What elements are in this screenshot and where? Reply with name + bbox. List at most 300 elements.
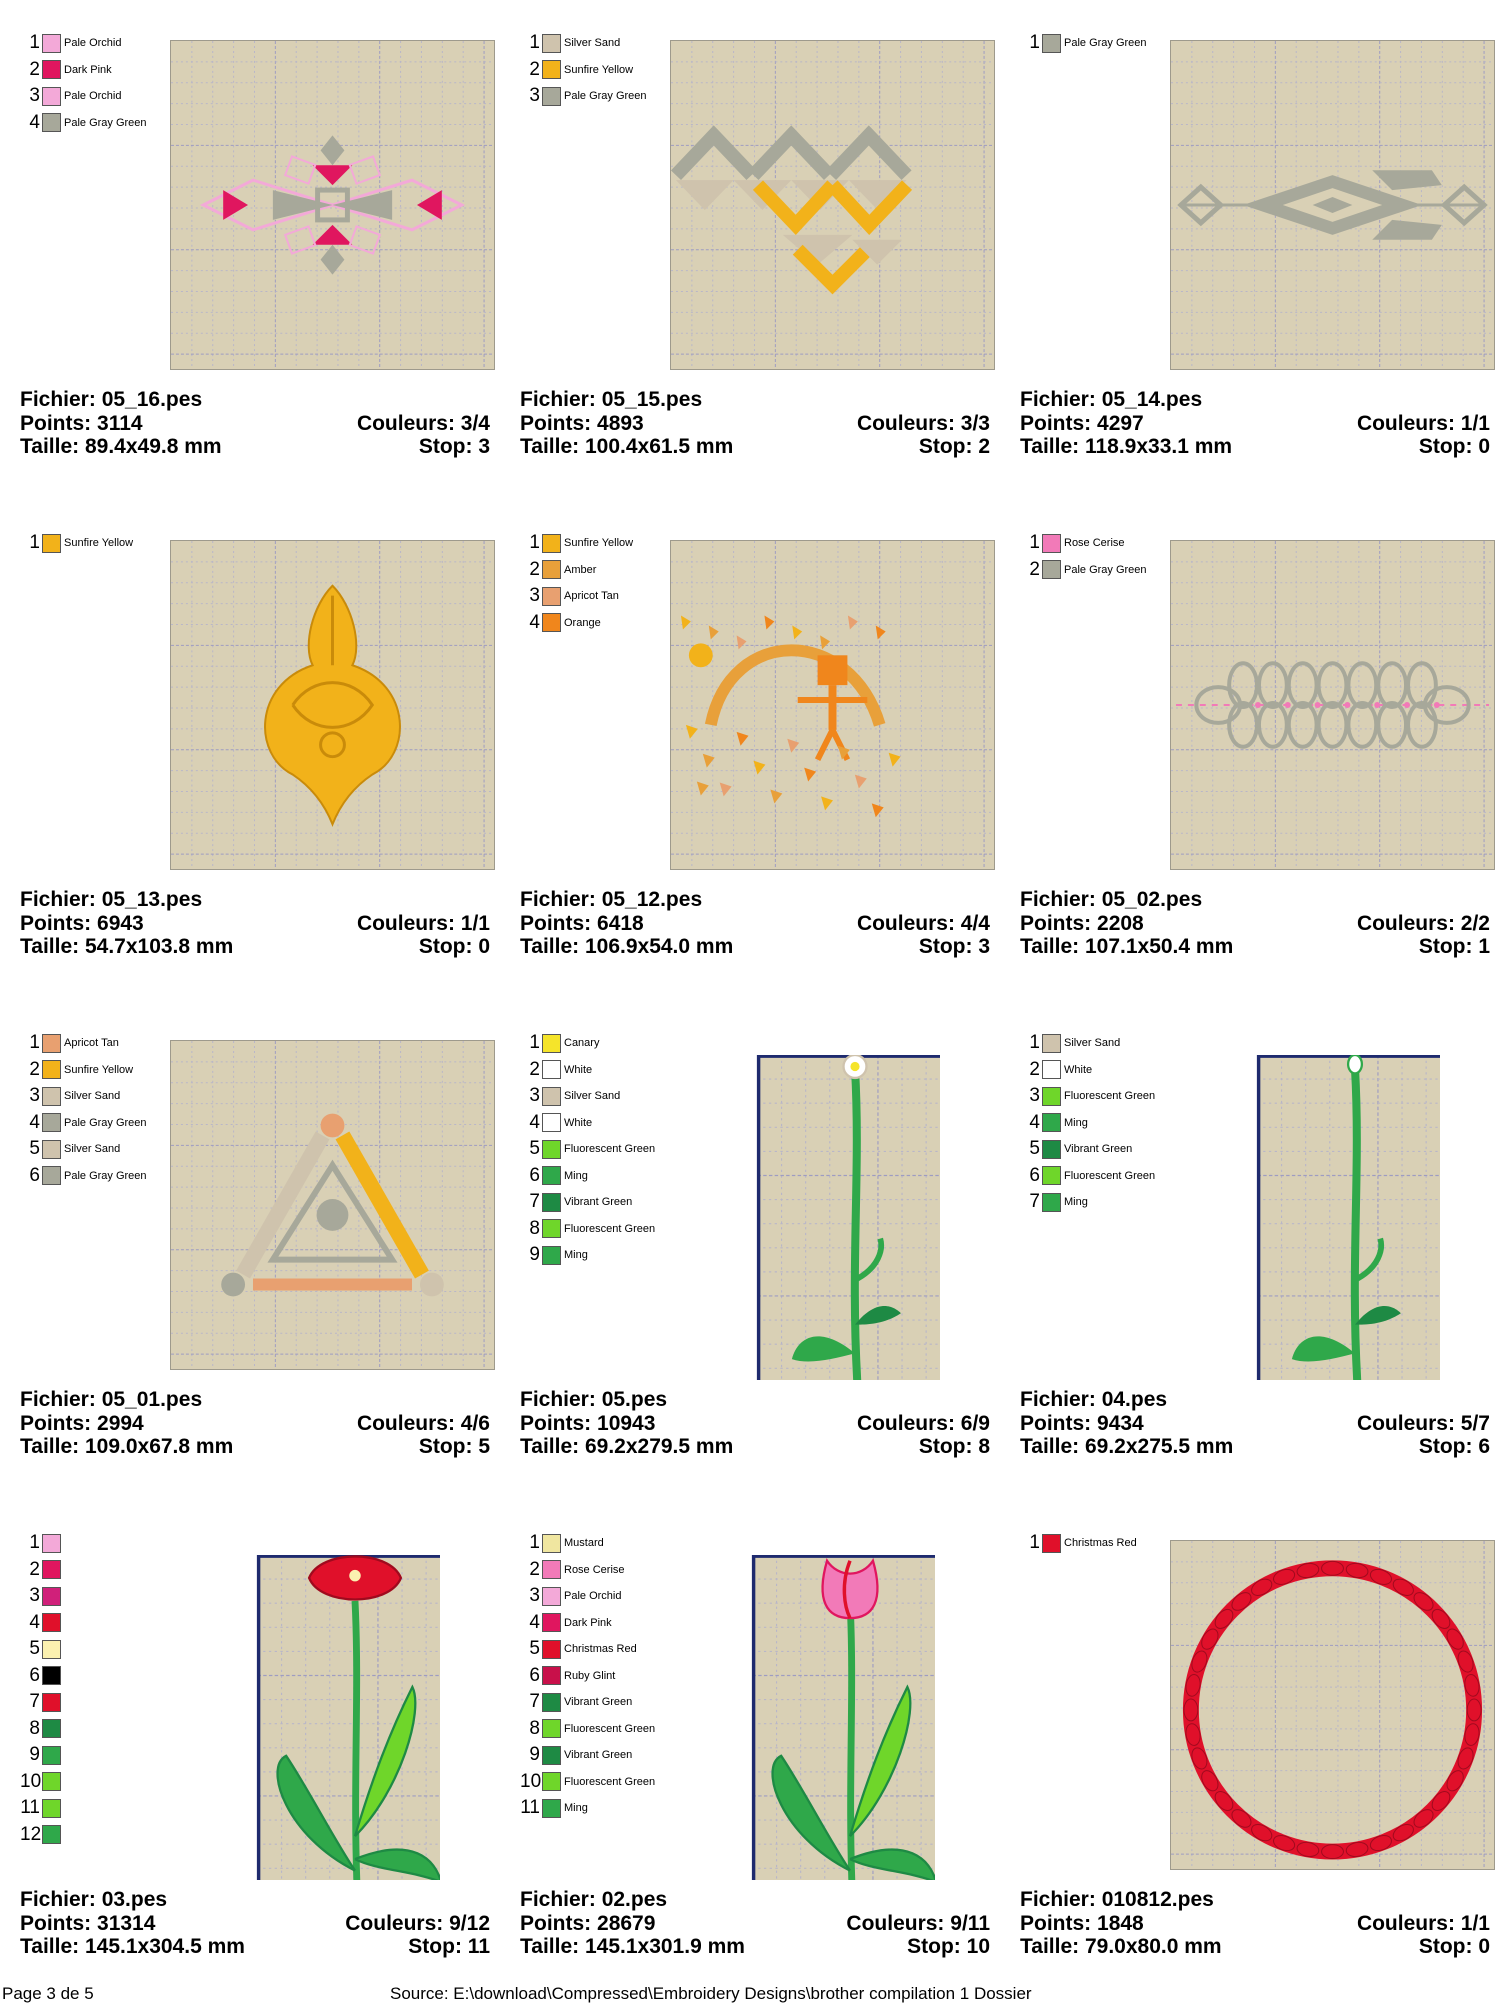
design-info (20, 1888, 490, 1959)
points-label: Points: (1020, 411, 1092, 435)
legend-item (1020, 530, 1170, 557)
thread-swatch (42, 1560, 61, 1579)
thread-swatch (42, 1772, 61, 1791)
points-value: 3114 (97, 411, 143, 435)
legend-number: 3 (529, 1085, 540, 1107)
legend-number: 2 (29, 1058, 40, 1080)
stop-value: 11 (467, 1935, 490, 1958)
stitch-points (1020, 1912, 1144, 1936)
size-label: Taille: (1020, 1935, 1080, 1958)
file-row (20, 888, 490, 912)
size-value: 109.0x67.8 mm (84, 1435, 234, 1458)
thread-swatch (542, 1087, 561, 1106)
legend-item (520, 1583, 670, 1610)
stitch-points (520, 1912, 655, 1936)
file-value: 05_16.pes (101, 388, 203, 411)
stop-value: 8 (978, 1435, 990, 1458)
legend-number: 2 (1029, 558, 1040, 580)
design-card (10, 520, 500, 980)
thread-name: Ming (1064, 1196, 1088, 1209)
legend-number: 2 (529, 1558, 540, 1580)
legend-item (1020, 1110, 1170, 1137)
thread-swatch (542, 1193, 561, 1212)
colors-label: Couleurs: (356, 411, 455, 435)
points-label: Points: (520, 411, 592, 435)
colors-label: Couleurs: (356, 1411, 455, 1435)
legend-item (520, 30, 670, 57)
points-row (520, 1912, 990, 1936)
colors-label: Couleurs: (1356, 411, 1455, 435)
design-info (20, 1388, 490, 1459)
thread-name: Ming (564, 1802, 588, 1815)
points-row (20, 912, 490, 936)
design-info (520, 388, 990, 459)
thread-swatch (542, 1166, 561, 1185)
points-value: 6418 (597, 911, 644, 935)
legend-item (520, 610, 670, 637)
legend-item (520, 1663, 670, 1690)
thread-swatch (542, 1219, 561, 1238)
points-label: Points: (1020, 1411, 1092, 1435)
file-label: Fichier: (1020, 1888, 1096, 1911)
thread-swatch (42, 1166, 61, 1185)
colors-label: Couleurs: (1356, 1411, 1455, 1435)
thread-name: Pale Gray Green (1064, 563, 1147, 576)
legend-item (20, 1795, 170, 1822)
legend-number: 5 (529, 1138, 540, 1160)
points-label: Points: (520, 1911, 592, 1935)
thread-color-legend (520, 530, 670, 636)
color-count (1357, 412, 1490, 436)
points-row (1020, 912, 1490, 936)
stop-label: Stop: (418, 935, 473, 958)
legend-number: 1 (529, 532, 540, 554)
legend-item (20, 1030, 170, 1057)
legend-number: 1 (529, 1532, 540, 1554)
stop-value: 3 (478, 435, 490, 458)
file-value: 05.pes (601, 1388, 668, 1411)
design-card (1010, 1020, 1500, 1480)
legend-number: 6 (1029, 1164, 1040, 1186)
thread-swatch (542, 1140, 561, 1159)
legend-item (1020, 1163, 1170, 1190)
stop-label: Stop: (418, 435, 473, 458)
thread-name: Sunfire Yellow (564, 63, 634, 76)
thread-name: Apricot Tan (64, 1037, 119, 1050)
stop-value: 0 (1478, 1935, 1490, 1958)
file-row (520, 1388, 990, 1412)
stop-count (1419, 1935, 1490, 1959)
colors-label: Couleurs: (356, 911, 455, 935)
colors-value: 4/6 (460, 1411, 490, 1435)
size-row (1020, 935, 1490, 959)
design-preview (1170, 40, 1495, 370)
thread-name: White (564, 1063, 593, 1076)
legend-item (520, 1716, 670, 1743)
size-row (520, 1435, 990, 1459)
stop-label: Stop: (408, 1935, 462, 1958)
points-value: 6943 (97, 911, 144, 935)
size-label: Taille: (1020, 935, 1080, 958)
legend-number: 6 (29, 1664, 40, 1686)
file-value: 05_12.pes (601, 888, 703, 911)
legend-item (20, 1057, 170, 1084)
points-row (1020, 412, 1490, 436)
stop-value: 1 (1478, 935, 1490, 958)
legend-number: 1 (1029, 32, 1040, 54)
legend-item (20, 1716, 170, 1743)
stop-value: 6 (1478, 1435, 1490, 1458)
thread-swatch (42, 1693, 61, 1712)
legend-item (520, 83, 670, 110)
thread-name: Pale Orchid (64, 37, 122, 50)
design-card (510, 1520, 1000, 1980)
legend-item (520, 1557, 670, 1584)
legend-item (520, 1216, 670, 1243)
thread-swatch (542, 34, 561, 53)
thread-name: Fluorescent Green (1064, 1169, 1156, 1182)
colors-value: 3/4 (460, 411, 490, 435)
stop-label: Stop: (1418, 935, 1473, 958)
points-value: 4893 (597, 411, 644, 435)
size-label: Taille: (1020, 1435, 1080, 1458)
design-size (20, 935, 233, 959)
file-value: 05_01.pes (101, 1388, 203, 1411)
thread-swatch (542, 87, 561, 106)
thread-swatch (42, 87, 61, 106)
thread-swatch (1042, 1166, 1061, 1185)
stop-count (919, 935, 990, 959)
thread-name: Christmas Red (564, 1643, 637, 1656)
thread-name: Amber (564, 563, 597, 576)
size-label: Taille: (20, 1435, 80, 1458)
stop-label: Stop: (1418, 1435, 1473, 1458)
legend-item (20, 1636, 170, 1663)
color-count (857, 1412, 990, 1436)
thread-name: Apricot Tan (564, 590, 619, 603)
legend-number: 6 (529, 1164, 540, 1186)
legend-item (1020, 1030, 1170, 1057)
colors-label: Couleurs: (1356, 911, 1455, 935)
legend-number: 6 (29, 1164, 40, 1186)
points-row (1020, 1412, 1490, 1436)
stop-count (419, 1435, 490, 1459)
file-name (20, 1388, 202, 1412)
thread-swatch (1042, 1034, 1061, 1053)
design-canvas (171, 1041, 494, 1369)
thread-color-legend (1020, 530, 1170, 583)
thread-swatch (42, 1666, 61, 1685)
design-size (1020, 935, 1233, 959)
points-row (1020, 1912, 1490, 1936)
thread-swatch (542, 1719, 561, 1738)
thread-swatch (42, 1534, 61, 1553)
file-value: 05_14.pes (1101, 388, 1203, 411)
file-name (1020, 388, 1202, 412)
design-size (520, 935, 733, 959)
legend-item (520, 1795, 670, 1822)
thread-swatch (42, 1613, 61, 1632)
legend-item (520, 1030, 670, 1057)
thread-color-legend (20, 30, 170, 136)
file-name (20, 888, 202, 912)
thread-color-legend (20, 1030, 170, 1189)
thread-name: Silver Sand (64, 1143, 121, 1156)
file-name (1020, 1388, 1167, 1412)
file-label: Fichier: (20, 388, 96, 411)
thread-swatch (42, 1825, 61, 1844)
design-card (10, 20, 500, 480)
file-name (1020, 1888, 1214, 1912)
legend-item (20, 57, 170, 84)
size-value: 69.2x279.5 mm (584, 1435, 734, 1458)
thread-swatch (542, 560, 561, 579)
thread-swatch (42, 1799, 61, 1818)
legend-number: 5 (1029, 1138, 1040, 1160)
points-label: Points: (20, 1411, 92, 1435)
design-info (1020, 1388, 1490, 1459)
stop-label: Stop: (418, 1435, 473, 1458)
stop-count (1419, 435, 1490, 459)
legend-number: 5 (29, 1638, 40, 1660)
thread-name: Pale Gray Green (564, 90, 647, 103)
size-value: 145.1x304.5 mm (84, 1935, 245, 1958)
colors-label: Couleurs: (1356, 1911, 1455, 1935)
legend-item (20, 1163, 170, 1190)
thread-name: Vibrant Green (1064, 1143, 1133, 1156)
points-value: 2208 (1097, 911, 1144, 935)
legend-number: 11 (20, 1797, 40, 1819)
legend-item (520, 1083, 670, 1110)
stop-count (419, 435, 490, 459)
file-label: Fichier: (20, 1388, 96, 1411)
legend-number: 2 (1029, 1058, 1040, 1080)
size-label: Taille: (520, 1435, 580, 1458)
thread-name: Silver Sand (564, 37, 621, 50)
design-size (20, 435, 222, 459)
size-row (1020, 435, 1490, 459)
legend-number: 4 (29, 1111, 40, 1133)
design-card (1010, 20, 1500, 480)
colors-value: 1/1 (460, 911, 490, 935)
legend-number: 3 (529, 585, 540, 607)
stop-value: 10 (966, 1935, 990, 1958)
legend-number: 1 (29, 1532, 40, 1554)
thread-name: White (1064, 1063, 1093, 1076)
points-row (20, 1412, 490, 1436)
thread-color-legend (1020, 1530, 1170, 1557)
points-value: 1848 (1097, 1911, 1144, 1935)
thread-name: Fluorescent Green (564, 1222, 656, 1235)
stitch-points (20, 912, 144, 936)
legend-item (520, 57, 670, 84)
thread-name: Vibrant Green (564, 1749, 633, 1762)
size-label: Taille: (520, 1935, 580, 1958)
stitch-points (20, 412, 143, 436)
legend-item (20, 30, 170, 57)
size-value: 79.0x80.0 mm (1084, 1935, 1222, 1958)
design-info (20, 888, 490, 959)
legend-item (520, 1163, 670, 1190)
size-row (520, 1935, 990, 1959)
thread-swatch (42, 1746, 61, 1765)
color-count (357, 912, 490, 936)
design-size (520, 1935, 745, 1959)
design-canvas (671, 41, 994, 369)
file-label: Fichier: (20, 1888, 96, 1911)
design-canvas (1171, 41, 1494, 369)
points-label: Points: (20, 411, 92, 435)
size-row (1020, 1935, 1490, 1959)
file-name (20, 1888, 167, 1912)
thread-swatch (42, 1087, 61, 1106)
legend-item (20, 1557, 170, 1584)
legend-number: 12 (20, 1823, 42, 1845)
points-label: Points: (20, 1911, 92, 1935)
file-label: Fichier: (520, 1888, 596, 1911)
legend-number: 4 (29, 111, 40, 133)
stop-label: Stop: (1418, 435, 1473, 458)
thread-swatch (542, 587, 561, 606)
thread-swatch (542, 1246, 561, 1265)
legend-item (20, 1583, 170, 1610)
thread-swatch (542, 1772, 561, 1791)
thread-name: Fluorescent Green (564, 1775, 656, 1788)
stop-count (1419, 935, 1490, 959)
color-count (1357, 912, 1490, 936)
legend-item (20, 83, 170, 110)
legend-number: 3 (29, 1085, 40, 1107)
fabric-background (1171, 1541, 1494, 1869)
colors-label: Couleurs: (856, 911, 955, 935)
points-row (20, 412, 490, 436)
size-label: Taille: (520, 935, 580, 958)
points-label: Points: (520, 911, 592, 935)
thread-swatch (542, 1640, 561, 1659)
thread-swatch (42, 534, 61, 553)
thread-name: Ming (564, 1249, 588, 1262)
file-value: 03.pes (101, 1888, 168, 1911)
stop-count (1419, 1435, 1490, 1459)
thread-color-legend (520, 1530, 670, 1822)
design-preview (1240, 1030, 1440, 1380)
legend-item (20, 1083, 170, 1110)
design-size (1020, 435, 1232, 459)
colors-value: 4/4 (960, 911, 990, 935)
design-preview (240, 1530, 440, 1880)
legend-item (1020, 30, 1170, 57)
thread-color-legend (20, 530, 170, 557)
legend-number: 1 (29, 1032, 40, 1054)
legend-number: 6 (529, 1664, 540, 1686)
design-card (1010, 520, 1500, 980)
legend-item (1020, 1083, 1170, 1110)
file-row (520, 1888, 990, 1912)
design-info (1020, 888, 1490, 959)
stop-value: 3 (978, 935, 990, 958)
thread-color-legend (1020, 1030, 1170, 1216)
points-value: 31314 (97, 1911, 156, 1935)
colors-label: Couleurs: (846, 1911, 945, 1935)
thread-name: Sunfire Yellow (64, 537, 134, 550)
thread-name: Vibrant Green (564, 1696, 633, 1709)
design-canvas (171, 41, 494, 369)
thread-swatch (1042, 534, 1061, 553)
file-name (520, 1888, 667, 1912)
thread-name: Pale Gray Green (1064, 37, 1147, 50)
design-info (520, 888, 990, 959)
colors-label: Couleurs: (856, 1411, 955, 1435)
thread-swatch (542, 1693, 561, 1712)
legend-item (20, 1530, 170, 1557)
thread-swatch (1042, 1113, 1061, 1132)
file-label: Fichier: (1020, 388, 1096, 411)
thread-name: White (564, 1116, 593, 1129)
points-label: Points: (1020, 1911, 1092, 1935)
legend-number: 3 (29, 85, 40, 107)
thread-swatch (42, 1640, 61, 1659)
stitch-points (1020, 1412, 1144, 1436)
stop-label: Stop: (918, 1435, 973, 1458)
legend-number: 4 (529, 1111, 540, 1133)
stitch-points (20, 1412, 144, 1436)
size-value: 54.7x103.8 mm (84, 935, 234, 958)
points-label: Points: (20, 911, 92, 935)
file-value: 04.pes (1101, 1388, 1168, 1411)
thread-name: Christmas Red (1064, 1537, 1137, 1550)
legend-number: 11 (520, 1797, 540, 1819)
points-value: 10943 (597, 1411, 656, 1435)
thread-swatch (42, 1034, 61, 1053)
colors-value: 6/9 (960, 1411, 990, 1435)
size-value: 69.2x275.5 mm (1084, 1435, 1234, 1458)
size-value: 118.9x33.1 mm (1084, 435, 1233, 458)
design-preview (1170, 540, 1495, 870)
legend-number: 2 (29, 1558, 40, 1580)
legend-number: 1 (1029, 532, 1040, 554)
thread-swatch (42, 60, 61, 79)
legend-item (20, 1110, 170, 1137)
thread-swatch (42, 113, 61, 132)
legend-item (20, 1822, 170, 1849)
color-count (345, 1912, 490, 1936)
thread-swatch (42, 1060, 61, 1079)
thread-swatch (42, 1113, 61, 1132)
thread-name: Canary (564, 1037, 600, 1050)
design-info (20, 388, 490, 459)
page-number: Page 3 de 5 (2, 1984, 94, 2003)
colors-value: 9/11 (950, 1911, 990, 1935)
design-card (10, 1520, 500, 1980)
file-row (520, 888, 990, 912)
file-row (1020, 1388, 1490, 1412)
color-count (357, 412, 490, 436)
points-row (520, 412, 990, 436)
file-row (1020, 1888, 1490, 1912)
design-size (1020, 1935, 1222, 1959)
size-value: 89.4x49.8 mm (84, 435, 222, 458)
size-row (520, 435, 990, 459)
legend-item (1020, 1530, 1170, 1557)
size-value: 100.4x61.5 mm (584, 435, 734, 458)
legend-number: 1 (529, 1032, 540, 1054)
size-label: Taille: (1020, 435, 1080, 458)
legend-number: 7 (529, 1191, 540, 1213)
color-count (846, 1912, 990, 1936)
design-canvas (1171, 541, 1494, 869)
legend-item (520, 1610, 670, 1637)
colors-value: 9/12 (449, 1911, 490, 1935)
